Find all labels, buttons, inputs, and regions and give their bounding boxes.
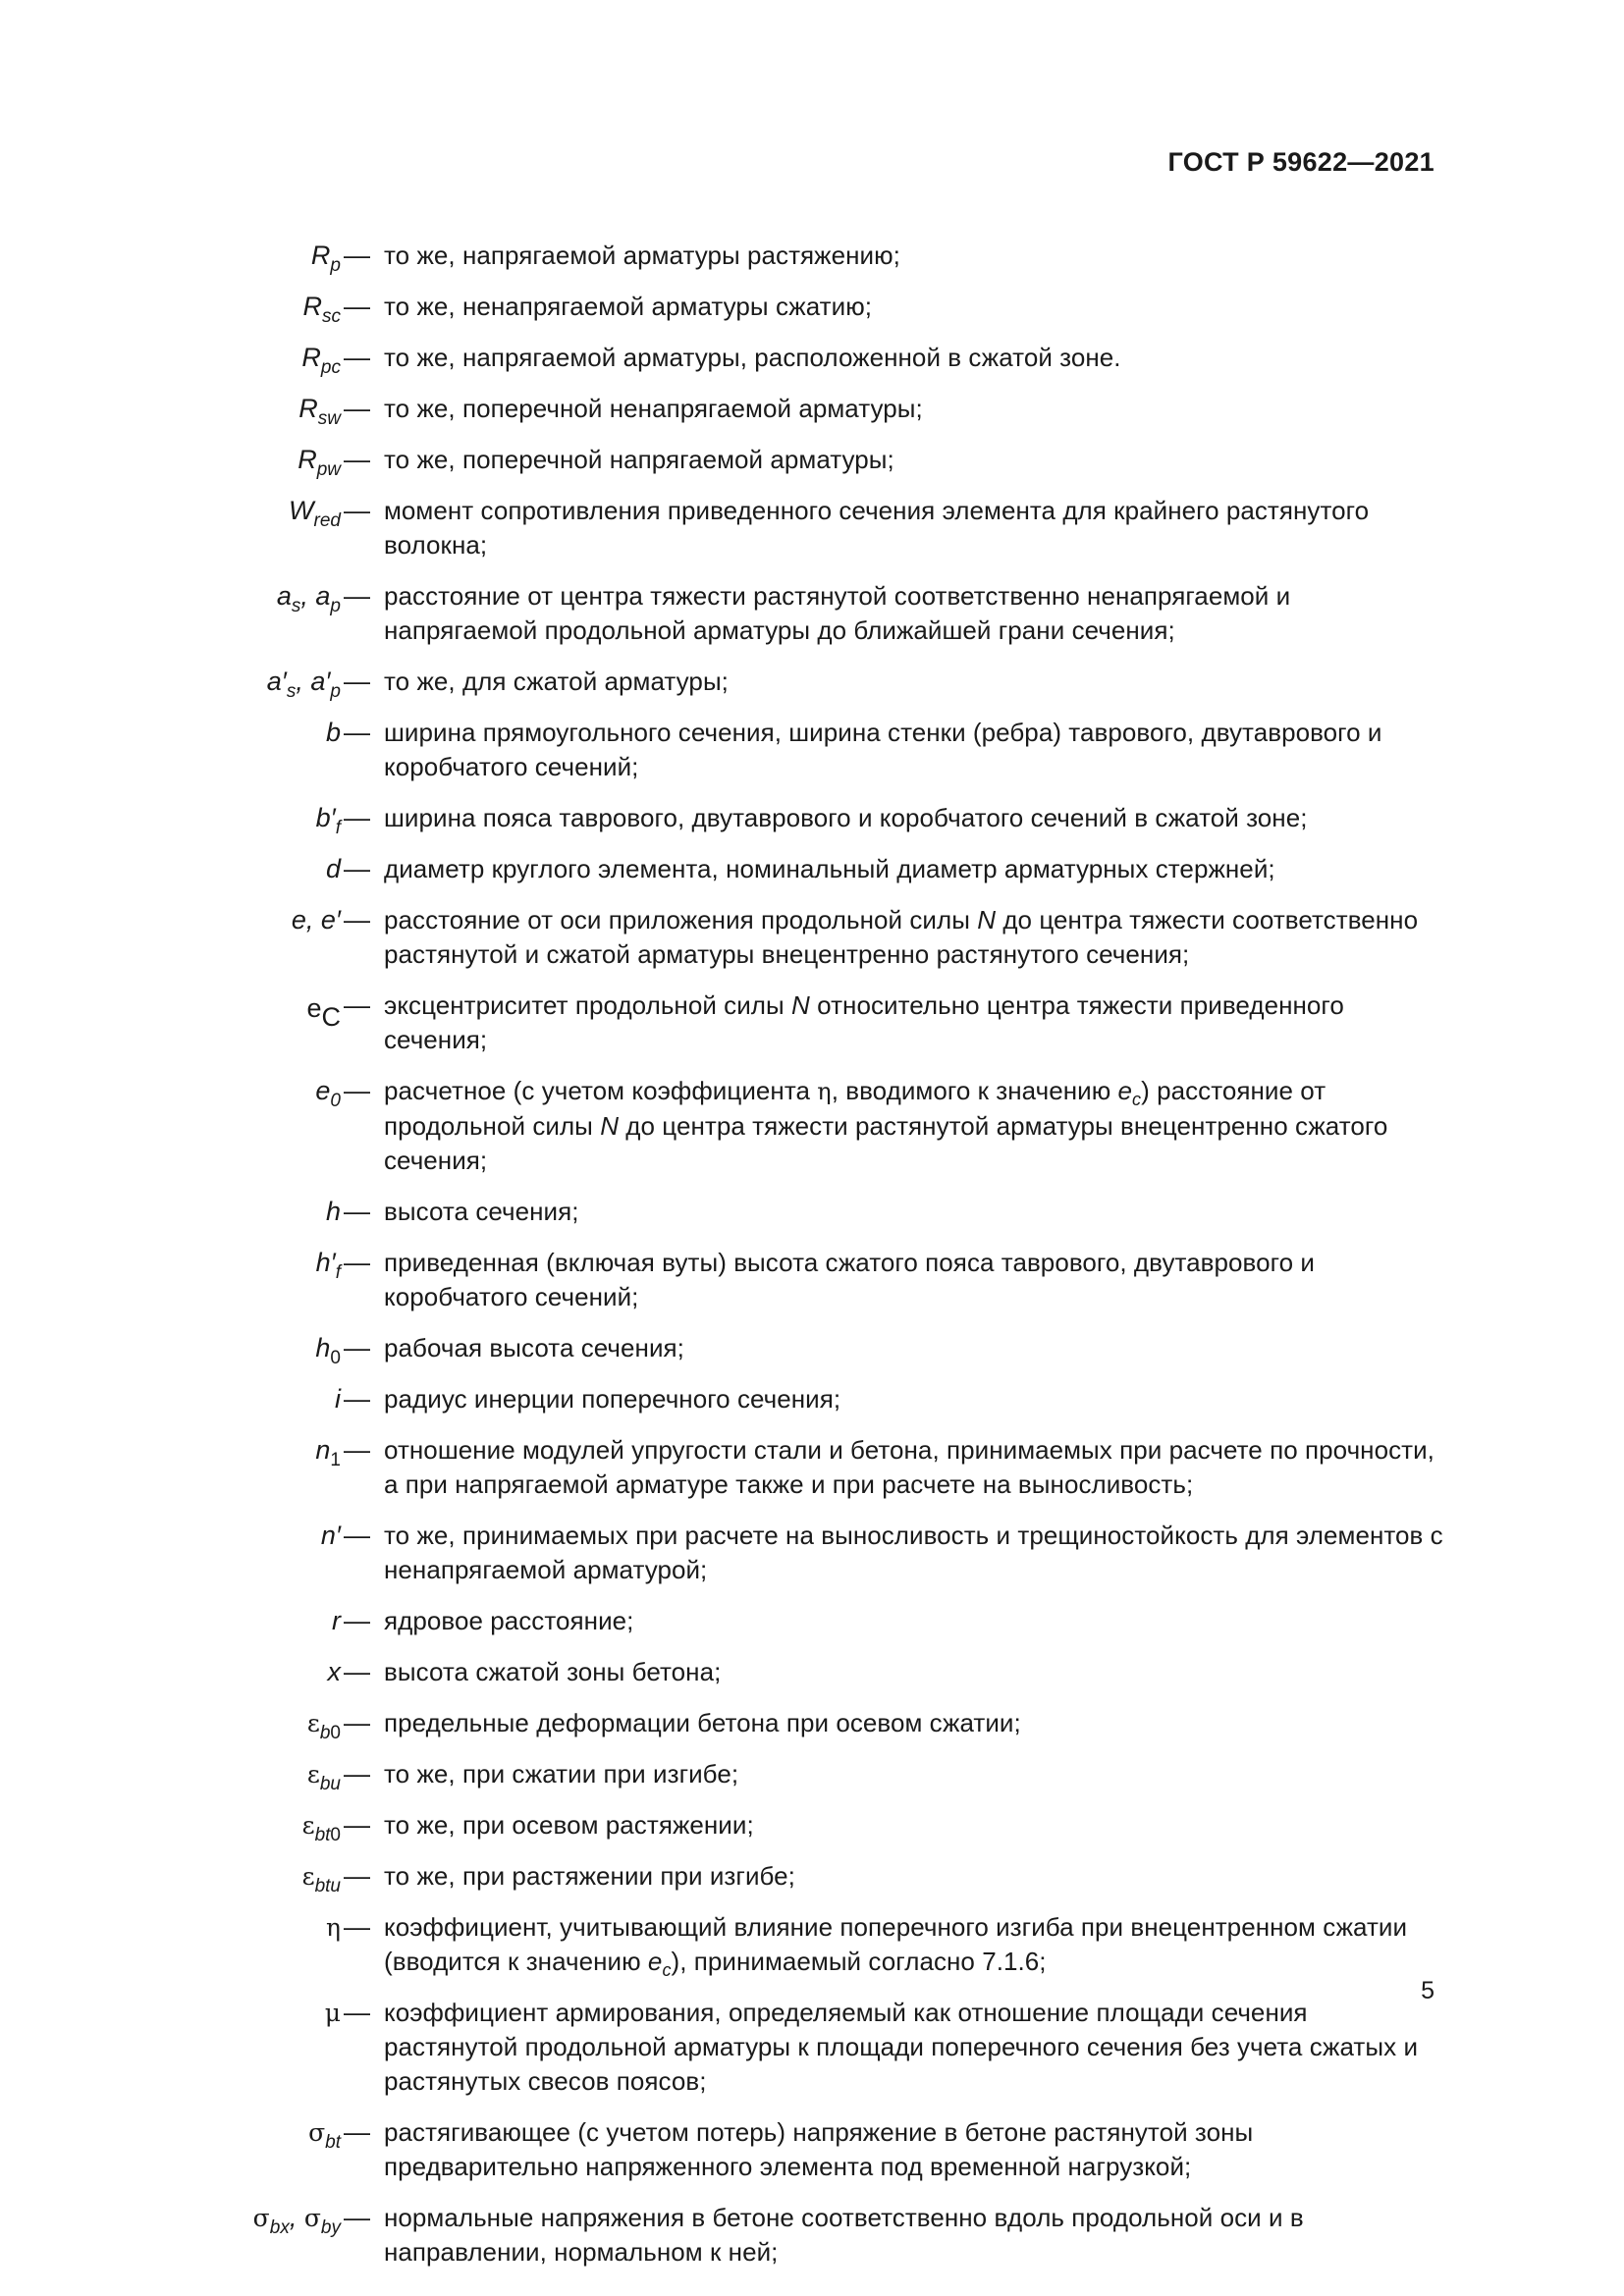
definition-text: предельные деформации бетона при осевом сжатии; bbox=[384, 1708, 1021, 1737]
symbol: $\varepsilon_{bt0}$ bbox=[301, 1811, 341, 1845]
list-item bbox=[177, 1074, 1443, 1178]
list-item bbox=[177, 1706, 1443, 1743]
definition-text: радиус инерции поперечного сечения; bbox=[384, 1384, 841, 1414]
dash: — bbox=[344, 1384, 370, 1414]
symbol: x bbox=[327, 1657, 341, 1686]
dash: — bbox=[344, 292, 370, 321]
list-item bbox=[177, 341, 1443, 378]
dash: — bbox=[344, 854, 370, 883]
symbol: $R_{pc}$ bbox=[301, 343, 341, 378]
symbol: i bbox=[335, 1384, 341, 1414]
list-item bbox=[177, 494, 1443, 562]
list-item bbox=[177, 1246, 1443, 1314]
dash: — bbox=[344, 1606, 370, 1635]
definition-text: диаметр круглого элемента, номинальный диаметр арматурных стержней; bbox=[384, 854, 1275, 883]
symbol: $n_1$ bbox=[315, 1435, 341, 1470]
list-item bbox=[177, 239, 1443, 276]
dash: — bbox=[344, 496, 370, 525]
definition-text: ширина прямоугольного сечения, ширина стенки (ребра) таврового, двутаврового и коробчатого сечений; bbox=[384, 718, 1382, 781]
list-item bbox=[177, 1195, 1443, 1229]
symbol: $\varepsilon_{bu}$ bbox=[306, 1760, 341, 1794]
list-item bbox=[177, 852, 1443, 886]
list-item bbox=[177, 290, 1443, 327]
definition-text: то же, при сжатии при изгибе; bbox=[384, 1759, 739, 1789]
list-item bbox=[177, 1996, 1443, 2099]
definition-text: приведенная (включая вуты) высота сжатого пояса таврового, двутаврового и коробчатого сечений; bbox=[384, 1248, 1315, 1311]
symbol: h bbox=[325, 1197, 341, 1226]
definition-text: момент сопротивления приведенного сечения элемента для крайнего растянутого волокна; bbox=[384, 496, 1370, 560]
definition-text: высота сечения; bbox=[384, 1197, 579, 1226]
dash: — bbox=[344, 1810, 370, 1840]
definition-text: то же, поперечной напрягаемой арматуры; bbox=[384, 445, 894, 474]
definition-text: нормальные напряжения в бетоне соответственно вдоль продольной оси и в направлении, нормальном к ней; bbox=[384, 2203, 1304, 2267]
dash: — bbox=[344, 718, 370, 747]
dash: — bbox=[344, 667, 370, 696]
dash: — bbox=[344, 343, 370, 372]
definition-text: ядровое расстояние; bbox=[384, 1606, 634, 1635]
symbol: $b'_f$ bbox=[315, 803, 341, 838]
dash: — bbox=[344, 1998, 370, 2027]
definition-text: то же, при растяжении при изгибе; bbox=[384, 1861, 795, 1891]
dash: — bbox=[344, 1657, 370, 1686]
dash: — bbox=[344, 1521, 370, 1550]
list-item bbox=[177, 1519, 1443, 1587]
definition-text: расстояние от оси приложения продольной силы N до центра тяжести соответственно растянутой и сжатой арматуры внецентренно растянутого сечения; bbox=[384, 905, 1419, 969]
dash: — bbox=[344, 2203, 370, 2232]
list-item bbox=[177, 903, 1443, 972]
list-item bbox=[177, 1433, 1443, 1502]
definition-text: ширина пояса таврового, двутаврового и коробчатого сечений в сжатой зоне; bbox=[384, 803, 1308, 832]
symbol: $R_{sw}$ bbox=[298, 394, 341, 429]
definition-text: эксцентриситет продольной силы N относительно центра тяжести приведенного сечения; bbox=[384, 990, 1344, 1054]
symbol: $\sigma_{bx}$, $\sigma_{by}$ bbox=[252, 2203, 341, 2238]
list-item bbox=[177, 1757, 1443, 1794]
definition-text: то же, поперечной ненапрягаемой арматуры; bbox=[384, 394, 923, 423]
list-item bbox=[177, 2115, 1443, 2184]
definition-text: высота сжатой зоны бетона; bbox=[384, 1657, 722, 1686]
definition-text: то же, напрягаемой арматуры, расположенной в сжатой зоне. bbox=[384, 343, 1121, 372]
list-item bbox=[177, 392, 1443, 429]
list-item bbox=[177, 579, 1443, 648]
symbol: $R_{pw}$ bbox=[298, 445, 341, 480]
dash: — bbox=[344, 1861, 370, 1891]
dash: — bbox=[344, 1248, 370, 1277]
definition-text: то же, при осевом растяжении; bbox=[384, 1810, 754, 1840]
dash: — bbox=[344, 1197, 370, 1226]
page-number: 5 bbox=[1421, 1977, 1435, 2004]
symbol: $\sigma_{bt}$ bbox=[308, 2118, 341, 2153]
dash: — bbox=[344, 803, 370, 832]
definition-text: растягивающее (с учетом потерь) напряжение в бетоне растянутой зоны предварительно напряженного элемента под временной нагрузкой; bbox=[384, 2117, 1254, 2181]
document-header: ГОСТ Р 59622—2021 bbox=[1167, 147, 1435, 177]
dash: — bbox=[344, 394, 370, 423]
definition-text: расчетное (с учетом коэффициента η, вводимого к значению $e_c$) расстояние от продольной силы N до центра тяжести растянутой арматуры внецентренно сжатого сечения; bbox=[384, 1076, 1388, 1175]
dash: — bbox=[344, 445, 370, 474]
symbol: $a'_s$, $a'_p$ bbox=[266, 667, 341, 702]
symbol: $h_0$ bbox=[315, 1333, 341, 1368]
definition-text: коэффициент, учитывающий влияние поперечного изгиба при внецентренном сжатии (вводится к значению $e_c$), принимаемый согласно 7.1.6; bbox=[384, 1912, 1408, 1980]
symbol: e, e′ bbox=[291, 905, 341, 934]
symbol: $a_s$, $a_p$ bbox=[276, 581, 341, 616]
dash: — bbox=[344, 1076, 370, 1105]
symbol: $R_p$ bbox=[310, 240, 341, 276]
symbol: $\varepsilon_{btu}$ bbox=[301, 1862, 341, 1896]
symbol: d bbox=[325, 854, 341, 883]
definition-text: то же, напрягаемой арматуры растяжению; bbox=[384, 240, 900, 270]
definition-text: коэффициент армирования, определяемый как отношение площади сечения растянутой продольной арматуры к площади поперечного сечения без учета сжатых и растянутых свесов поясов; bbox=[384, 1998, 1419, 2096]
symbol: η bbox=[326, 1913, 341, 1942]
list-item bbox=[177, 443, 1443, 480]
list-item bbox=[177, 1655, 1443, 1689]
list-item bbox=[177, 801, 1443, 838]
definition-text: то же, принимаемых при расчете на выносливость и трещиностойкость для элементов с ненапрягаемой арматурой; bbox=[384, 1521, 1443, 1584]
symbol: r bbox=[332, 1606, 341, 1635]
dash: — bbox=[344, 581, 370, 611]
list-item bbox=[177, 1859, 1443, 1894]
list-item bbox=[177, 1382, 1443, 1416]
dash: — bbox=[344, 1759, 370, 1789]
definition-text: отношение модулей упругости стали и бетона, принимаемых при расчете по прочности, а при напрягаемой арматуре также и при расчете на выносливость; bbox=[384, 1435, 1435, 1499]
definition-text: то же, ненапрягаемой арматуры сжатию; bbox=[384, 292, 873, 321]
dash: — bbox=[344, 1435, 370, 1465]
symbol: b bbox=[325, 718, 341, 747]
dash: — bbox=[344, 990, 370, 1020]
symbol: $\varepsilon_{b0}$ bbox=[306, 1709, 341, 1743]
definition-text: то же, для сжатой арматуры; bbox=[384, 667, 729, 696]
dash: — bbox=[344, 240, 370, 270]
definition-text: рабочая высота сечения; bbox=[384, 1333, 684, 1362]
dash: — bbox=[344, 1708, 370, 1737]
symbol: $e_0$ bbox=[315, 1076, 341, 1111]
dash: — bbox=[344, 2117, 370, 2147]
list-item bbox=[177, 1604, 1443, 1638]
list-item bbox=[177, 1910, 1443, 1979]
definition-text: расстояние от центра тяжести растянутой соответственно ненапрягаемой и напрягаемой продольной арматуры до ближайшей грани сечения; bbox=[384, 581, 1291, 645]
symbol: μ bbox=[324, 1999, 341, 2027]
symbol: $e_C$ bbox=[306, 993, 341, 1032]
dash: — bbox=[344, 1912, 370, 1942]
symbol: $h'_f$ bbox=[315, 1248, 341, 1283]
list-item bbox=[177, 988, 1443, 1057]
symbol-definitions-list bbox=[177, 239, 1443, 2286]
list-item bbox=[177, 2201, 1443, 2269]
list-item bbox=[177, 1331, 1443, 1368]
list-item bbox=[177, 1808, 1443, 1845]
dash: — bbox=[344, 905, 370, 934]
list-item bbox=[177, 716, 1443, 784]
list-item bbox=[177, 665, 1443, 702]
symbol: n′ bbox=[320, 1521, 341, 1550]
symbol: $R_{sc}$ bbox=[302, 292, 341, 327]
symbol: $W_{red}$ bbox=[289, 496, 341, 531]
dash: — bbox=[344, 1333, 370, 1362]
